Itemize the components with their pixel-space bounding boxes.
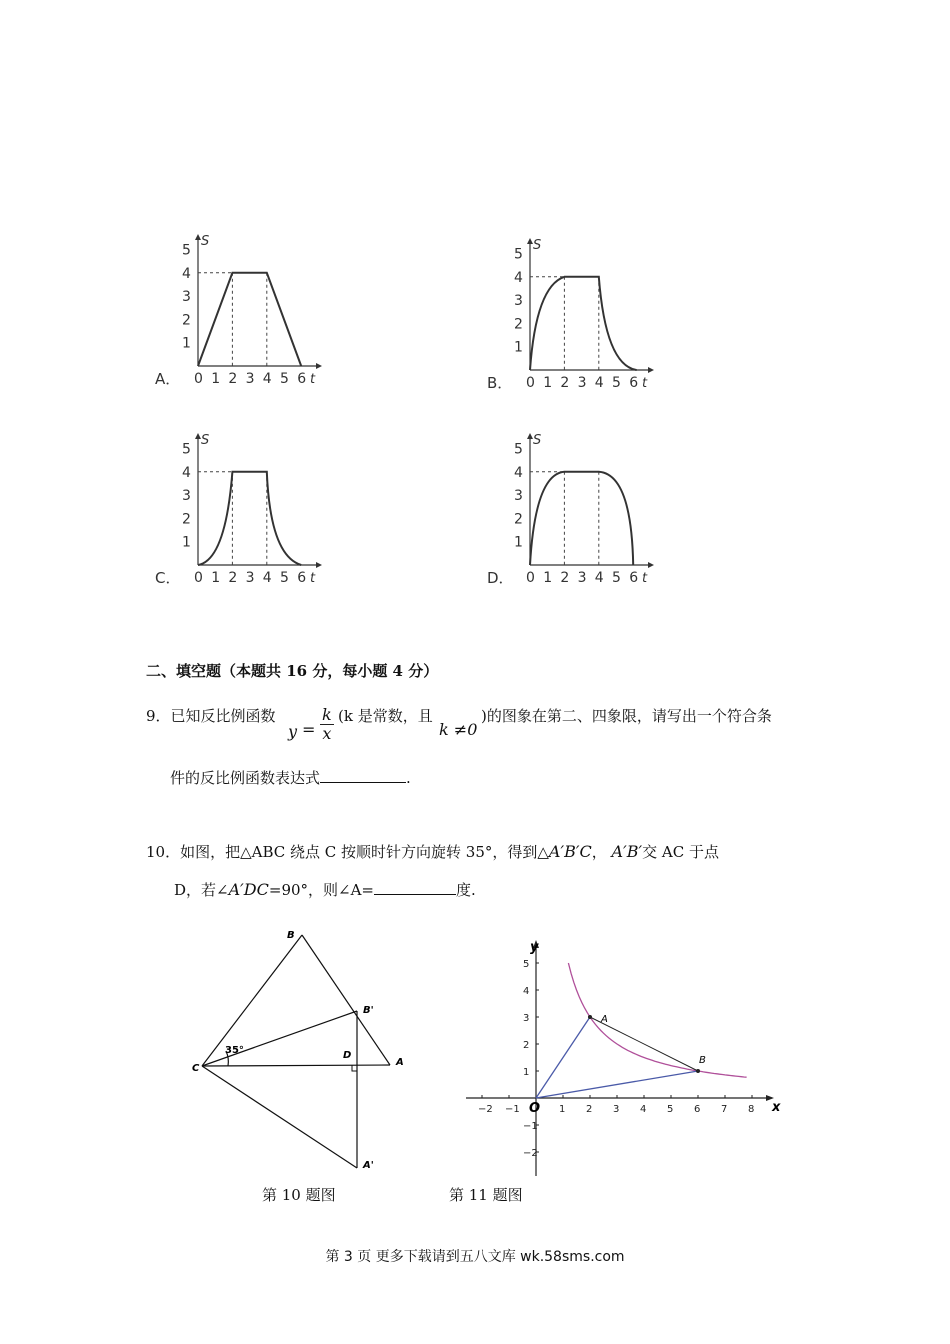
fig11-y-tick-label: 4 <box>523 986 530 997</box>
curve-s-t <box>198 273 301 366</box>
x-tick-label: 2 <box>560 375 570 391</box>
q9-end: . <box>406 769 411 787</box>
fig11-point-b <box>696 1069 700 1073</box>
q10-text2a: D，若∠ <box>174 881 229 899</box>
x-tick-label: 1 <box>211 570 221 586</box>
q9-answer-blank[interactable] <box>320 768 406 783</box>
x-tick-label: 5 <box>612 375 621 391</box>
fig11-x-tick-label: 1 <box>559 1104 566 1115</box>
fig11-origin-label: O <box>529 1101 541 1116</box>
q9-line1 <box>146 706 276 726</box>
fig11-segment-ob <box>536 1071 698 1098</box>
q9-number: 9． <box>146 707 171 725</box>
q10-text1b: 交 AC 于点 <box>642 843 719 861</box>
x-tick-label: 0 <box>526 375 535 391</box>
fig11-y-tick-label: 2 <box>523 1040 530 1051</box>
y-tick-label: 5 <box>514 246 523 263</box>
fig11-caption: 第 11 题图 <box>449 1186 523 1204</box>
q10-segment: A′B′ <box>611 842 643 861</box>
x-tick-label: 1 <box>543 570 553 586</box>
option-b-label: B． <box>487 374 513 392</box>
x-tick-label: 0 <box>194 371 203 387</box>
q10-angle: A′DC <box>228 880 269 899</box>
x-tick-label: 1 <box>211 371 221 387</box>
fig11-y-tick-label: 5 <box>523 959 530 970</box>
x-tick-label: 0 <box>526 570 535 586</box>
q10-text2b: =90°，则∠A= <box>268 881 374 899</box>
x-axis-arrow <box>316 363 322 369</box>
fig11-axis-x-label: x <box>772 1100 781 1115</box>
fig11-x-tick-label: 3 <box>613 1104 620 1115</box>
q9-text3: )的图象在第二、四象限，请写出一个符合条 <box>481 707 772 725</box>
fig10-label-d: D <box>343 1050 352 1061</box>
fig11-point-a <box>588 1015 592 1019</box>
q9-line2-text: 件的反比例函数表达式 <box>170 769 321 787</box>
x-tick-label: 4 <box>594 570 604 586</box>
x-tick-label: 3 <box>577 570 587 586</box>
axis-x-label: t <box>642 571 648 586</box>
y-tick-label: 4 <box>514 464 523 481</box>
y-tick-label: 5 <box>182 441 191 458</box>
x-tick-label: 2 <box>560 570 570 586</box>
axis-y-label: S <box>533 238 542 253</box>
fig10-label-c: C <box>192 1063 200 1074</box>
y-tick-label: 1 <box>514 534 523 551</box>
fig11-point-b-label: B <box>699 1055 706 1066</box>
fig11-y-tick-label: −2 <box>523 1148 538 1159</box>
graph-option-c <box>170 427 340 592</box>
x-tick-label: 6 <box>629 570 639 586</box>
page-footer: 第 3 页 更多下载请到五八文库 wk.58sms.com <box>325 1249 625 1265</box>
x-tick-label: 4 <box>262 371 272 387</box>
q9-text1: 已知反比例函数 <box>170 707 276 725</box>
section-title: 二、填空题（本题共 16 分，每小题 4 分） <box>146 662 439 680</box>
fig10-label-bprime: B' <box>363 1005 374 1016</box>
option-c-label: C． <box>155 569 181 587</box>
fig11-x-tick-label: 2 <box>586 1104 593 1115</box>
y-tick-label: 4 <box>182 464 191 481</box>
x-tick-label: 5 <box>280 570 289 586</box>
q10-line1 <box>146 842 719 862</box>
fig11-segment-oa <box>536 1017 590 1098</box>
option-a-label: A． <box>155 370 181 388</box>
y-tick-label: 3 <box>514 293 523 310</box>
axis-x-label: t <box>310 571 316 586</box>
x-tick-label: 6 <box>297 570 307 586</box>
y-tick-label: 5 <box>514 441 523 458</box>
fig11-x-tick-label: −1 <box>505 1104 520 1115</box>
graph-option-d <box>502 427 672 592</box>
x-tick-label: 1 <box>543 375 553 391</box>
graph-option-b <box>502 232 672 397</box>
fig10-angle-label: 35° <box>225 1045 244 1056</box>
q10-number: 10． <box>146 843 181 861</box>
q10-text1a: 如图，把△ABC 绕点 C 按顺时针方向旋转 35°，得到△ <box>180 843 549 861</box>
q9-formula-den: x <box>322 724 332 743</box>
y-tick-label: 1 <box>182 335 191 352</box>
q10-triangle: A′B′C <box>548 842 592 861</box>
axis-x-label: t <box>642 376 648 391</box>
x-axis-arrow <box>648 367 654 373</box>
x-tick-label: 2 <box>228 570 238 586</box>
figure-11 <box>460 930 790 1180</box>
q10-answer-blank[interactable] <box>374 880 456 895</box>
fig10-label-b: B <box>287 930 295 941</box>
y-tick-label: 2 <box>182 312 191 329</box>
x-tick-label: 2 <box>228 371 238 387</box>
fig11-y-tick-label: −1 <box>523 1121 538 1132</box>
q9-formula-num: k <box>322 705 332 724</box>
q9-formula-eq: = <box>302 720 316 739</box>
x-tick-label: 6 <box>297 371 307 387</box>
y-tick-label: 4 <box>182 265 191 282</box>
fig11-x-tick-label: −2 <box>478 1104 493 1115</box>
x-tick-label: 5 <box>280 371 289 387</box>
y-tick-label: 3 <box>514 488 523 505</box>
x-tick-label: 3 <box>245 371 255 387</box>
fig11-axis-y-label: y <box>530 940 539 955</box>
q10-line2 <box>174 880 476 900</box>
fig11-x-tick-label: 5 <box>667 1104 674 1115</box>
fig11-x-tick-label: 7 <box>721 1104 728 1115</box>
y-tick-label: 2 <box>182 511 191 528</box>
q10-text2c: 度. <box>456 881 476 899</box>
x-axis-arrow <box>648 562 654 568</box>
fig10-label-aprime: A' <box>363 1160 374 1171</box>
axis-y-label: S <box>533 433 542 448</box>
fig10-label-a: A <box>396 1057 404 1068</box>
fig11-y-tick-label: 1 <box>523 1067 530 1078</box>
figure-10 <box>190 925 420 1175</box>
q9-text2: (k 是常数，且 <box>338 707 433 725</box>
y-tick-label: 3 <box>182 488 191 505</box>
y-tick-label: 2 <box>514 316 523 333</box>
y-tick-label: 1 <box>182 534 191 551</box>
x-tick-label: 6 <box>629 375 639 391</box>
curve-s-t <box>530 277 637 370</box>
fig11-point-a-label: A <box>601 1014 608 1025</box>
fig11-x-tick-label: 8 <box>748 1104 755 1115</box>
x-tick-label: 5 <box>612 570 621 586</box>
axis-x-label: t <box>310 372 316 387</box>
graph-option-a <box>170 228 340 393</box>
fig11-x-tick-label: 4 <box>640 1104 647 1115</box>
curve-s-t <box>198 472 301 565</box>
y-tick-label: 3 <box>182 289 191 306</box>
fig11-x-tick-label: 6 <box>694 1104 701 1115</box>
option-d-label: D． <box>487 569 514 587</box>
fig11-segment-ab <box>590 1017 698 1071</box>
x-tick-label: 3 <box>577 375 587 391</box>
q9-condition: k ≠0 <box>439 720 478 739</box>
x-tick-label: 4 <box>594 375 604 391</box>
q10-sep: ， <box>591 843 607 861</box>
x-tick-label: 0 <box>194 570 203 586</box>
y-tick-label: 5 <box>182 242 191 259</box>
fig11-y-tick-label: 3 <box>523 1013 530 1024</box>
q9-line2 <box>170 768 411 788</box>
x-axis-arrow <box>316 562 322 568</box>
q9-formula-y: y <box>288 722 298 741</box>
x-tick-label: 4 <box>262 570 272 586</box>
axis-y-label: S <box>201 433 210 448</box>
curve-s-t <box>530 472 633 565</box>
y-tick-label: 2 <box>514 511 523 528</box>
y-tick-label: 1 <box>514 339 523 356</box>
x-tick-label: 3 <box>245 570 255 586</box>
axis-y-label: S <box>201 234 210 249</box>
y-tick-label: 4 <box>514 269 523 286</box>
fig10-caption: 第 10 题图 <box>262 1186 336 1204</box>
